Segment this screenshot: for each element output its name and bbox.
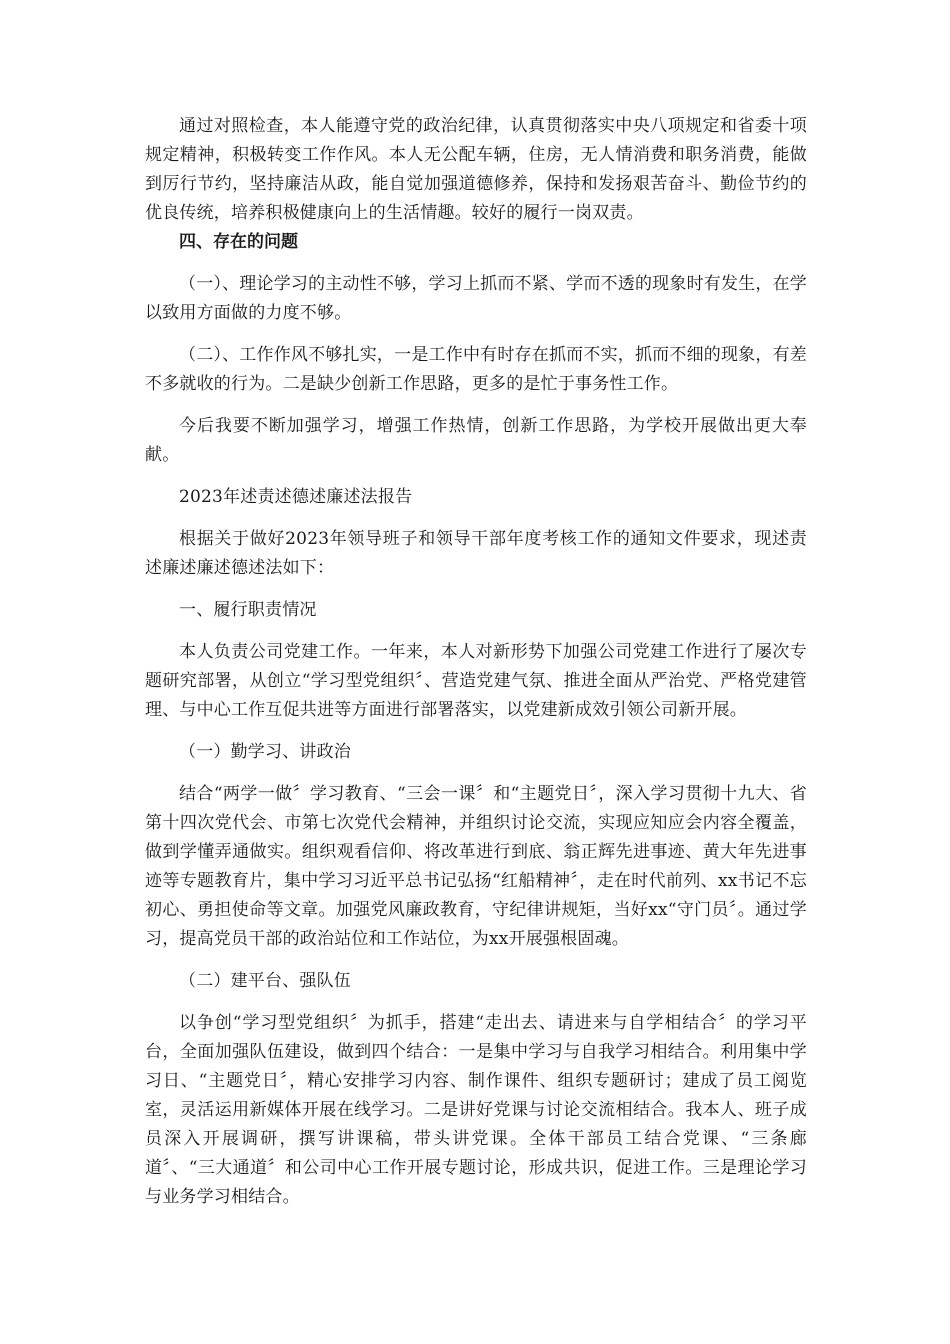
paragraph-party-building: 本人负责公司党建工作。一年来，本人对新形势下加强公司党建工作进行了屡次专题研究部署，从创立“学习型党组织〞、营造党建气氛、推进全面从严治党、严格党建管理、与中心工作互促共进等方面进行部署落实，以党建新成效引领公司新开展。: [145, 642, 807, 720]
paragraph-problem-one: （一）、理论学习的主动性不够，学习上抓而不紧、学而不透的现象时有发生，在学以致用方面做的力度不够。: [145, 274, 807, 323]
paragraph-future-commitment: 今后我要不断加强学习，增强工作热情，创新工作思路，为学校开展做出更大奉献。: [145, 416, 807, 465]
section-heading-duties: 一、履行职责情况: [179, 600, 317, 620]
paragraph-problem-two: （二）、工作作风不够扎实，一是工作中有时存在抓而不实，抓而不细的现象，有差不多就收的行为。二是缺少创新工作思路，更多的是忙于事务性工作。: [145, 345, 807, 394]
subheading-study-politics: （一）勤学习、讲政治: [179, 742, 351, 762]
subheading-platform-team: （二）建平台、强队伍: [179, 971, 351, 991]
section-heading-existing-problems: 四、存在的问题: [179, 232, 298, 252]
report-title: 2023年述责述德述廉述法报告: [179, 487, 413, 507]
paragraph-study-education: 结合“两学一做〞学习教育、“三会一课〞和“主题党日〞，深入学习贯彻十九大、省第十四次党代会、市第七次党代会精神，并组织讨论交流，实现应知应会内容全覆盖，做到学懂弄通做实。组织观看信仰、将改革进行到底、翁正辉先进事迹、黄大年先进事迹等专题教育片，集中学习习近平总书记弘扬“红船精神〞，走在时代前列、xx书记不忘初心、勇担使命等文章。加强党风廉政教育，守纪律讲规矩，当好xx“守门员〞。通过学习，提高党员干部的政治站位和工作站位，为xx开展强根固魂。: [145, 784, 807, 949]
document-page: [145, 112, 807, 1212]
paragraph-learning-platform: 以争创“学习型党组织〞为抓手，搭建“走出去、请进来与自学相结合〞的学习平台，全面加强队伍建设，做到四个结合：一是集中学习与自我学习相结合。利用集中学习日、“主题党日〞，精心安排学习内容、制作课件、组织专题研讨；建成了员工阅览室，灵活运用新媒体开展在线学习。二是讲好党课与讨论交流相结合。我本人、班子成员深入开展调研，撰写讲课稿，带头讲党课。全体干部员工结合党课、“三条廊道〞、“三大通道〞和公司中心工作开展专题讨论，形成共识，促进工作。三是理论学习与业务学习相结合。: [145, 1013, 807, 1207]
paragraph-report-intro: 根据关于做好2023年领导班子和领导干部年度考核工作的通知文件要求，现述责述廉述廉述德述法如下：: [145, 529, 807, 578]
paragraph-inspection-summary: 通过对照检查，本人能遵守党的政治纪律，认真贯彻落实中央八项规定和省委十项规定精神，积极转变工作作风。本人无公配车辆，住房，无人情消费和职务消费，能做到厉行节约，坚持廉洁从政，能自觉加强道德修养，保持和发扬艰苦奋斗、勤俭节约的优良传统，培养积极健康向上的生活情趣。较好的履行一岗双责。: [145, 116, 807, 223]
